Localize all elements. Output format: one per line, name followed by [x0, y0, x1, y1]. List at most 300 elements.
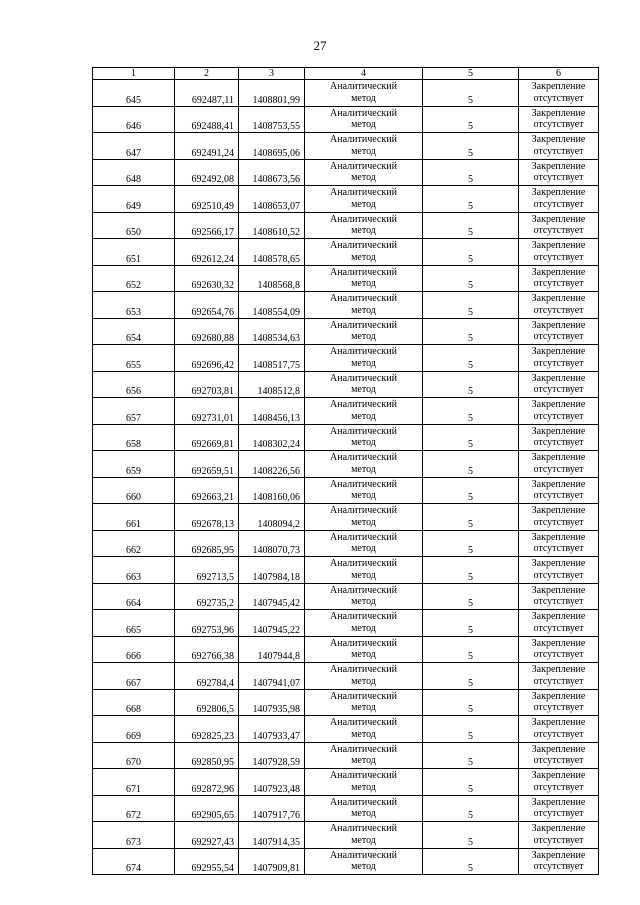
fixing-cell	[519, 159, 599, 186]
method-cell-line: метод	[351, 331, 376, 342]
x-coordinate-cell: 692510,49	[175, 186, 239, 213]
y-coordinate-cell: 1407928,59	[239, 742, 305, 769]
fixing-cell	[519, 822, 599, 849]
point-number-cell: 673	[93, 822, 175, 849]
point-number-cell: 662	[93, 530, 175, 557]
accuracy-cell: 5	[423, 292, 519, 319]
y-coordinate-cell: 1408753,55	[239, 106, 305, 133]
accuracy-cell: 5	[423, 716, 519, 743]
x-coordinate-cell: 692713,5	[175, 557, 239, 584]
fixing-cell-line: Закрепление	[531, 664, 586, 675]
table-row	[93, 795, 599, 822]
x-coordinate-cell: 692669,81	[175, 424, 239, 451]
accuracy-cell: 5	[423, 186, 519, 213]
method-cell-line: метод	[351, 675, 376, 687]
point-number-cell: 651	[93, 239, 175, 266]
point-number-cell: 669	[93, 716, 175, 743]
point-number-cell: 665	[93, 610, 175, 637]
accuracy-cell: 5	[423, 530, 519, 557]
method-cell-line: Аналитический	[330, 558, 397, 569]
fixing-cell-line: отсутствует	[533, 596, 584, 607]
x-coordinate-cell: 692612,24	[175, 239, 239, 266]
point-number-cell: 663	[93, 557, 175, 584]
method-cell	[305, 530, 423, 557]
fixing-cell-line: отсутствует	[533, 490, 584, 501]
point-number-cell: 667	[93, 663, 175, 690]
accuracy-cell: 5	[423, 663, 519, 690]
fixing-cell	[519, 265, 599, 292]
y-coordinate-cell: 1407945,22	[239, 610, 305, 637]
accuracy-cell: 5	[423, 610, 519, 637]
fixing-cell	[519, 451, 599, 478]
fixing-cell-line: Закрепление	[531, 293, 586, 304]
accuracy-cell: 5	[423, 795, 519, 822]
accuracy-cell: 5	[423, 557, 519, 584]
table-row	[93, 186, 599, 213]
method-cell	[305, 159, 423, 186]
fixing-cell-line: Закрепление	[531, 107, 586, 119]
fixing-cell-line: отсутствует	[533, 755, 584, 766]
method-cell-line: метод	[351, 463, 376, 475]
x-coordinate-cell: 692680,88	[175, 318, 239, 345]
fixing-cell-line: отсутствует	[533, 437, 584, 448]
method-cell-line: метод	[351, 516, 376, 528]
accuracy-cell: 5	[423, 318, 519, 345]
y-coordinate-cell: 1408070,73	[239, 530, 305, 557]
table-row	[93, 80, 599, 107]
fixing-cell-line: отсутствует	[533, 675, 584, 687]
fixing-cell	[519, 583, 599, 610]
fixing-cell-line: отсутствует	[533, 278, 584, 289]
x-coordinate-cell: 692766,38	[175, 636, 239, 663]
header-cell-1: 1	[93, 68, 175, 80]
method-cell-line: метод	[351, 172, 376, 183]
fixing-cell-line: Закрепление	[531, 611, 586, 622]
y-coordinate-cell: 1408094,2	[239, 504, 305, 531]
x-coordinate-cell: 692659,51	[175, 451, 239, 478]
fixing-cell	[519, 371, 599, 398]
y-coordinate-cell: 1408653,07	[239, 186, 305, 213]
x-coordinate-cell: 692905,65	[175, 795, 239, 822]
point-number-cell: 648	[93, 159, 175, 186]
method-cell	[305, 848, 423, 875]
method-cell	[305, 557, 423, 584]
method-cell	[305, 398, 423, 425]
fixing-cell-line: Закрепление	[531, 240, 586, 251]
y-coordinate-cell: 1408517,75	[239, 345, 305, 372]
accuracy-cell: 5	[423, 504, 519, 531]
fixing-cell-line: отсутствует	[533, 119, 584, 130]
fixing-cell-line: отсутствует	[533, 251, 584, 263]
method-cell-line: Аналитический	[330, 372, 397, 384]
point-number-cell: 657	[93, 398, 175, 425]
table-row	[93, 583, 599, 610]
method-cell	[305, 292, 423, 319]
fixing-cell-line: Закрепление	[531, 266, 586, 278]
x-coordinate-cell: 692825,23	[175, 716, 239, 743]
y-coordinate-cell: 1408226,56	[239, 451, 305, 478]
fixing-cell-line: отсутствует	[533, 834, 584, 846]
y-coordinate-cell: 1408302,24	[239, 424, 305, 451]
x-coordinate-cell: 692566,17	[175, 212, 239, 239]
method-cell	[305, 636, 423, 663]
fixing-cell-line: Закрепление	[531, 558, 586, 569]
method-cell-line: Аналитический	[330, 796, 397, 808]
accuracy-cell: 5	[423, 106, 519, 133]
x-coordinate-cell: 692678,13	[175, 504, 239, 531]
fixing-cell-line: Закрепление	[531, 717, 586, 728]
point-number-cell: 666	[93, 636, 175, 663]
fixing-cell-line: отсутствует	[533, 702, 584, 713]
table-row	[93, 769, 599, 796]
method-cell-line: метод	[351, 198, 376, 210]
fixing-cell-line: отсутствует	[533, 410, 584, 422]
fixing-cell-line: Закрепление	[531, 319, 586, 331]
fixing-cell	[519, 504, 599, 531]
accuracy-cell: 5	[423, 212, 519, 239]
method-cell-line: метод	[351, 649, 376, 660]
fixing-cell	[519, 424, 599, 451]
table-row	[93, 742, 599, 769]
point-number-cell: 664	[93, 583, 175, 610]
fixing-cell-line: Закрепление	[531, 637, 586, 649]
table-row	[93, 716, 599, 743]
point-number-cell: 656	[93, 371, 175, 398]
method-cell-line: метод	[351, 304, 376, 316]
point-number-cell: 650	[93, 212, 175, 239]
method-cell-line: Аналитический	[330, 425, 397, 437]
point-number-cell: 649	[93, 186, 175, 213]
x-coordinate-cell: 692488,41	[175, 106, 239, 133]
method-cell-line: Аналитический	[330, 213, 397, 225]
fixing-cell-line: отсутствует	[533, 516, 584, 528]
x-coordinate-cell: 692492,08	[175, 159, 239, 186]
fixing-cell-line: отсутствует	[533, 649, 584, 660]
accuracy-cell: 5	[423, 398, 519, 425]
table-row	[93, 133, 599, 160]
fixing-cell-line: Закрепление	[531, 690, 586, 702]
fixing-cell	[519, 610, 599, 637]
fixing-cell-line: отсутствует	[533, 225, 584, 236]
method-cell-line: метод	[351, 225, 376, 236]
fixing-cell-line: Закрепление	[531, 187, 586, 198]
table-row	[93, 848, 599, 875]
y-coordinate-cell: 1408456,13	[239, 398, 305, 425]
table-row	[93, 610, 599, 637]
method-cell	[305, 133, 423, 160]
table-row	[93, 159, 599, 186]
y-coordinate-cell: 1408568,8	[239, 265, 305, 292]
fixing-cell-line: отсутствует	[533, 331, 584, 342]
method-cell-line: Аналитический	[330, 823, 397, 834]
fixing-cell	[519, 689, 599, 716]
table-row	[93, 689, 599, 716]
point-number-cell: 671	[93, 769, 175, 796]
point-number-cell: 646	[93, 106, 175, 133]
y-coordinate-cell: 1407909,81	[239, 848, 305, 875]
method-cell-line: метод	[351, 861, 376, 872]
accuracy-cell: 5	[423, 159, 519, 186]
fixing-cell-line: Закрепление	[531, 796, 586, 808]
table-row	[93, 398, 599, 425]
x-coordinate-cell: 692491,24	[175, 133, 239, 160]
table-row	[93, 106, 599, 133]
method-cell-line: Аналитический	[330, 107, 397, 119]
method-cell	[305, 265, 423, 292]
x-coordinate-cell: 692806,5	[175, 689, 239, 716]
method-cell	[305, 239, 423, 266]
table-row	[93, 557, 599, 584]
fixing-cell-line: отсутствует	[533, 543, 584, 554]
method-cell	[305, 318, 423, 345]
fixing-cell-line: Закрепление	[531, 399, 586, 410]
point-number-cell: 645	[93, 80, 175, 107]
x-coordinate-cell: 692696,42	[175, 345, 239, 372]
table-row	[93, 530, 599, 557]
y-coordinate-cell: 1408554,09	[239, 292, 305, 319]
fixing-cell	[519, 557, 599, 584]
method-cell-line: Аналитический	[330, 717, 397, 728]
fixing-cell	[519, 742, 599, 769]
method-cell-line: метод	[351, 755, 376, 766]
accuracy-cell: 5	[423, 265, 519, 292]
method-cell-line: метод	[351, 596, 376, 607]
fixing-cell	[519, 239, 599, 266]
fixing-cell-line: Закрепление	[531, 823, 586, 834]
table-row	[93, 822, 599, 849]
x-coordinate-cell: 692685,95	[175, 530, 239, 557]
method-cell-line: Аналитический	[330, 531, 397, 543]
fixing-cell-line: отсутствует	[533, 198, 584, 210]
fixing-cell	[519, 106, 599, 133]
header-row	[93, 68, 599, 80]
method-cell-line: Аналитический	[330, 160, 397, 172]
method-cell-line: Аналитический	[330, 399, 397, 410]
method-cell-line: метод	[351, 278, 376, 289]
table-row	[93, 292, 599, 319]
method-cell	[305, 186, 423, 213]
method-cell-line: метод	[351, 781, 376, 793]
method-cell	[305, 477, 423, 504]
fixing-cell-line: Закрепление	[531, 478, 586, 490]
fixing-cell	[519, 769, 599, 796]
table-row	[93, 345, 599, 372]
method-cell-line: метод	[351, 543, 376, 554]
fixing-cell-line: Закрепление	[531, 346, 586, 357]
point-number-cell: 672	[93, 795, 175, 822]
fixing-cell	[519, 795, 599, 822]
method-cell	[305, 424, 423, 451]
y-coordinate-cell: 1407917,76	[239, 795, 305, 822]
fixing-cell-line: отсутствует	[533, 781, 584, 793]
fixing-cell-line: Закрепление	[531, 531, 586, 543]
accuracy-cell: 5	[423, 848, 519, 875]
method-cell-line: метод	[351, 251, 376, 263]
fixing-cell	[519, 848, 599, 875]
method-cell	[305, 663, 423, 690]
table-body	[93, 80, 599, 875]
method-cell	[305, 610, 423, 637]
method-cell-line: метод	[351, 490, 376, 501]
point-number-cell: 658	[93, 424, 175, 451]
method-cell-line: Аналитический	[330, 319, 397, 331]
table-row	[93, 477, 599, 504]
y-coordinate-cell: 1407914,35	[239, 822, 305, 849]
method-cell-line: Аналитический	[330, 81, 397, 92]
fixing-cell	[519, 477, 599, 504]
x-coordinate-cell: 692630,32	[175, 265, 239, 292]
table-row	[93, 212, 599, 239]
accuracy-cell: 5	[423, 239, 519, 266]
method-cell	[305, 106, 423, 133]
fixing-cell-line: отсутствует	[533, 304, 584, 316]
x-coordinate-cell: 692927,43	[175, 822, 239, 849]
fixing-cell-line: Закрепление	[531, 849, 586, 861]
fixing-cell-line: Закрепление	[531, 452, 586, 463]
method-cell-line: метод	[351, 119, 376, 130]
y-coordinate-cell: 1408610,52	[239, 212, 305, 239]
fixing-cell	[519, 212, 599, 239]
x-coordinate-cell: 692663,21	[175, 477, 239, 504]
method-cell-line: метод	[351, 145, 376, 157]
accuracy-cell: 5	[423, 636, 519, 663]
table-row	[93, 424, 599, 451]
method-cell	[305, 742, 423, 769]
fixing-cell	[519, 636, 599, 663]
fixing-cell	[519, 716, 599, 743]
method-cell-line: метод	[351, 808, 376, 819]
fixing-cell-line: Закрепление	[531, 743, 586, 755]
method-cell-line: Аналитический	[330, 293, 397, 304]
accuracy-cell: 5	[423, 689, 519, 716]
fixing-cell	[519, 292, 599, 319]
method-cell-line: метод	[351, 357, 376, 369]
y-coordinate-cell: 1408801,99	[239, 80, 305, 107]
method-cell	[305, 689, 423, 716]
method-cell-line: Аналитический	[330, 478, 397, 490]
table-row	[93, 504, 599, 531]
fixing-cell-line: отсутствует	[533, 357, 584, 369]
method-cell-line: метод	[351, 728, 376, 740]
y-coordinate-cell: 1407933,47	[239, 716, 305, 743]
method-cell-line: метод	[351, 410, 376, 422]
y-coordinate-cell: 1408673,56	[239, 159, 305, 186]
point-number-cell: 668	[93, 689, 175, 716]
fixing-cell-line: Закрепление	[531, 770, 586, 781]
coordinates-table	[92, 67, 599, 875]
fixing-cell-line: Закрепление	[531, 505, 586, 516]
fixing-cell-line: Закрепление	[531, 81, 586, 92]
fixing-cell	[519, 80, 599, 107]
x-coordinate-cell: 692753,96	[175, 610, 239, 637]
point-number-cell: 660	[93, 477, 175, 504]
accuracy-cell: 5	[423, 424, 519, 451]
fixing-cell	[519, 133, 599, 160]
table-row	[93, 636, 599, 663]
header-cell-2: 2	[175, 68, 239, 80]
fixing-cell-line: Закрепление	[531, 160, 586, 172]
method-cell-line: Аналитический	[330, 187, 397, 198]
table-row	[93, 371, 599, 398]
method-cell-line: Аналитический	[330, 346, 397, 357]
method-cell-line: метод	[351, 569, 376, 581]
point-number-cell: 661	[93, 504, 175, 531]
method-cell	[305, 451, 423, 478]
fixing-cell-line: Закрепление	[531, 425, 586, 437]
fixing-cell	[519, 398, 599, 425]
method-cell-line: Аналитический	[330, 134, 397, 145]
fixing-cell-line: Закрепление	[531, 213, 586, 225]
method-cell-line: метод	[351, 437, 376, 448]
method-cell-line: Аналитический	[330, 690, 397, 702]
fixing-cell	[519, 663, 599, 690]
method-cell	[305, 769, 423, 796]
method-cell-line: метод	[351, 702, 376, 713]
fixing-cell	[519, 530, 599, 557]
accuracy-cell: 5	[423, 133, 519, 160]
method-cell-line: Аналитический	[330, 584, 397, 596]
y-coordinate-cell: 1408695,06	[239, 133, 305, 160]
accuracy-cell: 5	[423, 345, 519, 372]
point-number-cell: 652	[93, 265, 175, 292]
method-cell-line: Аналитический	[330, 266, 397, 278]
y-coordinate-cell: 1408534,63	[239, 318, 305, 345]
point-number-cell: 674	[93, 848, 175, 875]
accuracy-cell: 5	[423, 742, 519, 769]
x-coordinate-cell: 692654,76	[175, 292, 239, 319]
x-coordinate-cell: 692850,95	[175, 742, 239, 769]
header-cell-4: 4	[305, 68, 423, 80]
method-cell-line: Аналитический	[330, 637, 397, 649]
fixing-cell-line: отсутствует	[533, 728, 584, 740]
accuracy-cell: 5	[423, 80, 519, 107]
point-number-cell: 659	[93, 451, 175, 478]
accuracy-cell: 5	[423, 822, 519, 849]
method-cell	[305, 504, 423, 531]
method-cell	[305, 345, 423, 372]
method-cell	[305, 80, 423, 107]
y-coordinate-cell: 1407923,48	[239, 769, 305, 796]
x-coordinate-cell: 692731,01	[175, 398, 239, 425]
fixing-cell-line: отсутствует	[533, 145, 584, 157]
x-coordinate-cell: 692872,96	[175, 769, 239, 796]
fixing-cell-line: отсутствует	[533, 172, 584, 183]
point-number-cell: 655	[93, 345, 175, 372]
x-coordinate-cell: 692703,81	[175, 371, 239, 398]
method-cell-line: Аналитический	[330, 452, 397, 463]
fixing-cell-line: отсутствует	[533, 861, 584, 872]
method-cell	[305, 795, 423, 822]
header-cell-6: 6	[519, 68, 599, 80]
method-cell-line: Аналитический	[330, 743, 397, 755]
fixing-cell-line: отсутствует	[533, 463, 584, 475]
point-number-cell: 647	[93, 133, 175, 160]
accuracy-cell: 5	[423, 477, 519, 504]
x-coordinate-cell: 692784,4	[175, 663, 239, 690]
method-cell	[305, 212, 423, 239]
table-row	[93, 318, 599, 345]
method-cell	[305, 822, 423, 849]
accuracy-cell: 5	[423, 371, 519, 398]
method-cell-line: метод	[351, 834, 376, 846]
header-cell-5: 5	[423, 68, 519, 80]
method-cell-line: Аналитический	[330, 240, 397, 251]
fixing-cell-line: Закрепление	[531, 372, 586, 384]
method-cell	[305, 583, 423, 610]
y-coordinate-cell: 1408160,06	[239, 477, 305, 504]
method-cell	[305, 371, 423, 398]
fixing-cell-line: отсутствует	[533, 622, 584, 634]
